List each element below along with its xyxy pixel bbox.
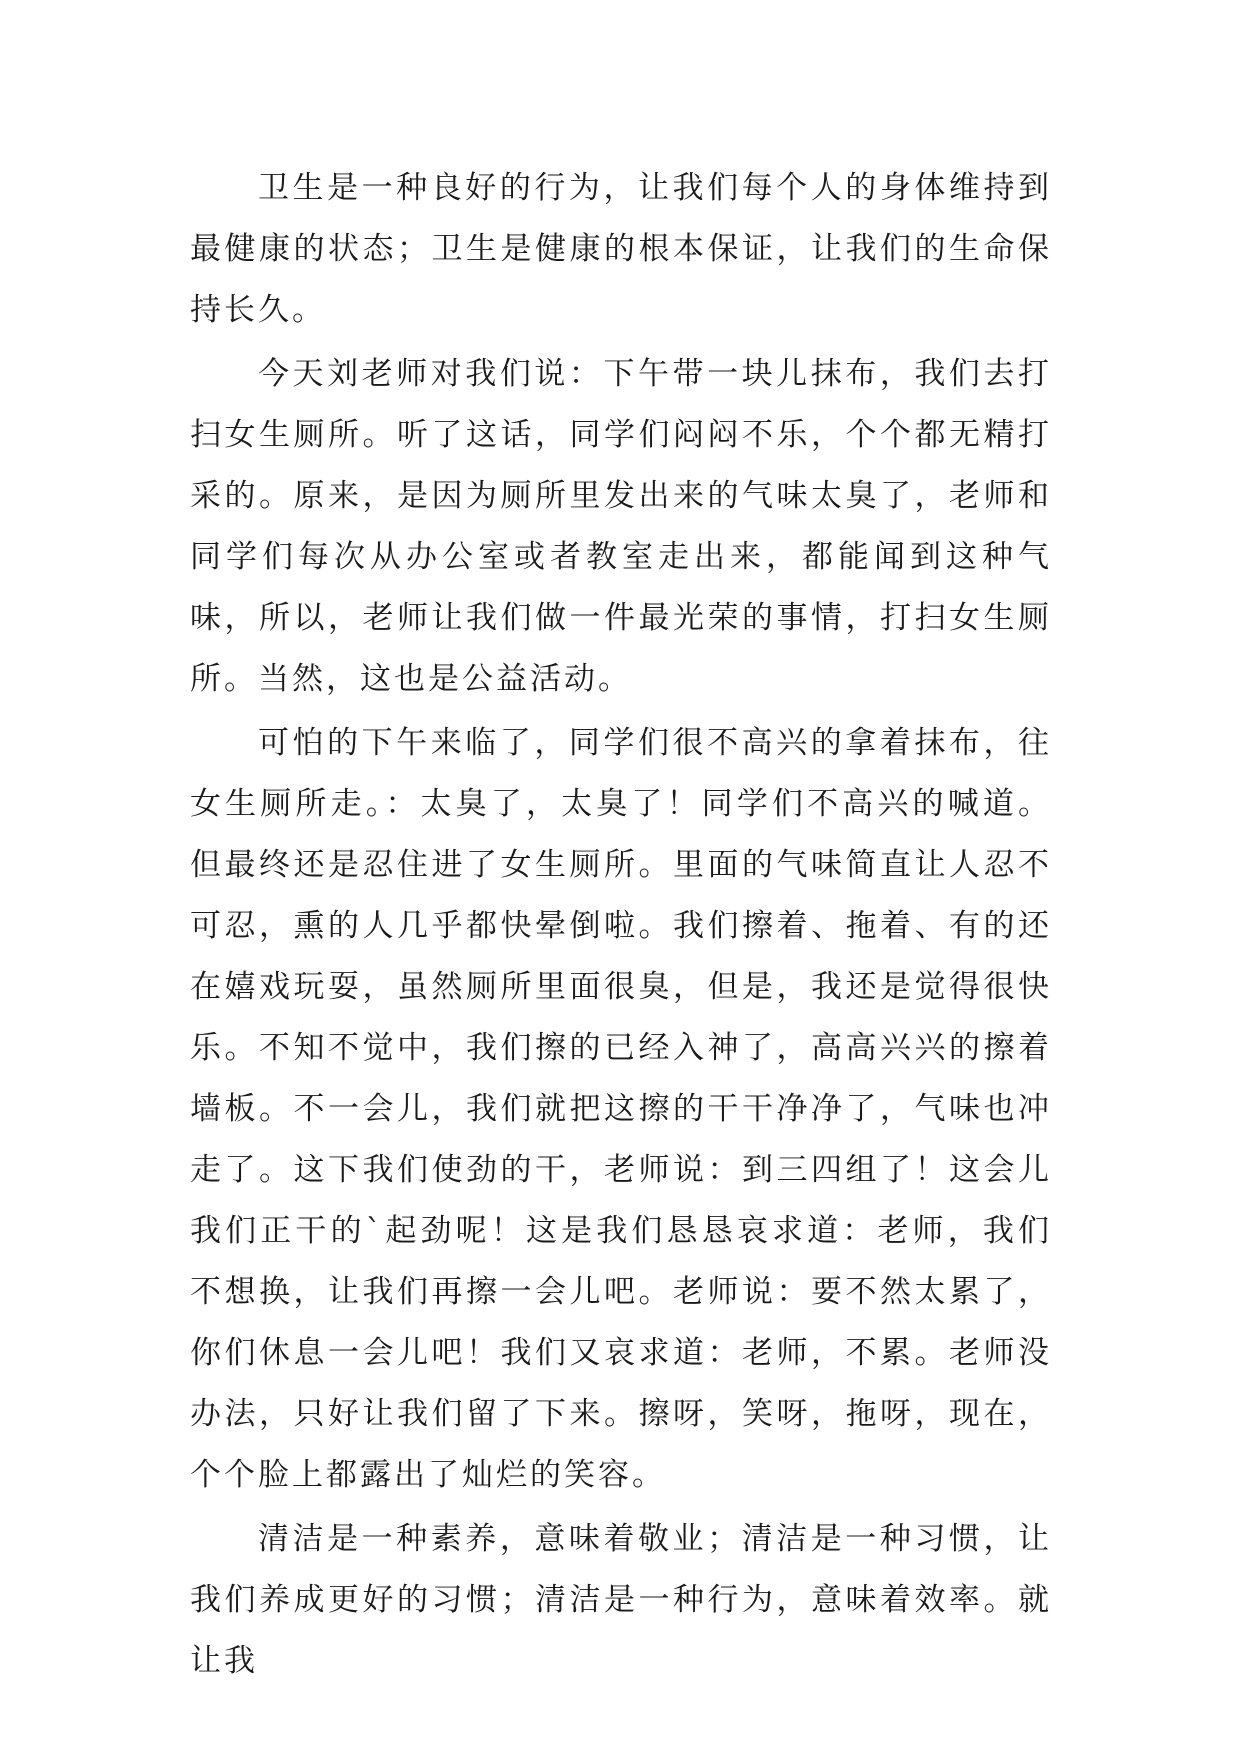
- paragraph-3: 可怕的下午来临了，同学们很不高兴的拿着抹布，往女生厕所走。：太臭了，太臭了！同学们不高兴的喊道。但最终还是忍住进了女生厕所。里面的气味简直让人忍不可忍，熏的人几乎都快晕倒啦。我们擦着、拖着、有的还在嬉戏玩耍，虽然厕所里面很臭，但是，我还是觉得很快乐。不知不觉中，我们擦的已经入神了，高高兴兴的擦着墙板。不一会儿，我们就把这擦的干干净净了，气味也冲走了。这下我们使劲的干，老师说：到三四组了！这会儿我们正干的`起劲呢！这是我们恳恳哀求道：老师，我们不想换，让我们再擦一会儿吧。老师说：要不然太累了，你们休息一会儿吧！我们又哀求道：老师，不累。老师没办法，只好让我们留了下来。擦呀，笑呀，拖呀，现在，个个脸上都露出了灿烂的笑容。: [190, 725, 1052, 1493]
- paragraph-4: 清洁是一种素养，意味着敬业；清洁是一种习惯，让我们养成更好的习惯；清洁是一种行为，意味着效率。就让我: [190, 1521, 1052, 1679]
- paragraph-2: 今天刘老师对我们说：下午带一块儿抹布，我们去打扫女生厕所。听了这话，同学们闷闷不乐，个个都无精打采的。原来，是因为厕所里发出来的气味太臭了，老师和同学们每次从办公室或者教室走出来，都能闻到这种气味，所以，老师让我们做一件最光荣的事情，打扫女生厕所。当然，这也是公益活动。: [190, 356, 1052, 697]
- paragraph-1: 卫生是一种良好的行为，让我们每个人的身体维持到最健康的状态；卫生是健康的根本保证，让我们的生命保持长久。: [190, 170, 1052, 328]
- document-body: [190, 158, 1052, 1692]
